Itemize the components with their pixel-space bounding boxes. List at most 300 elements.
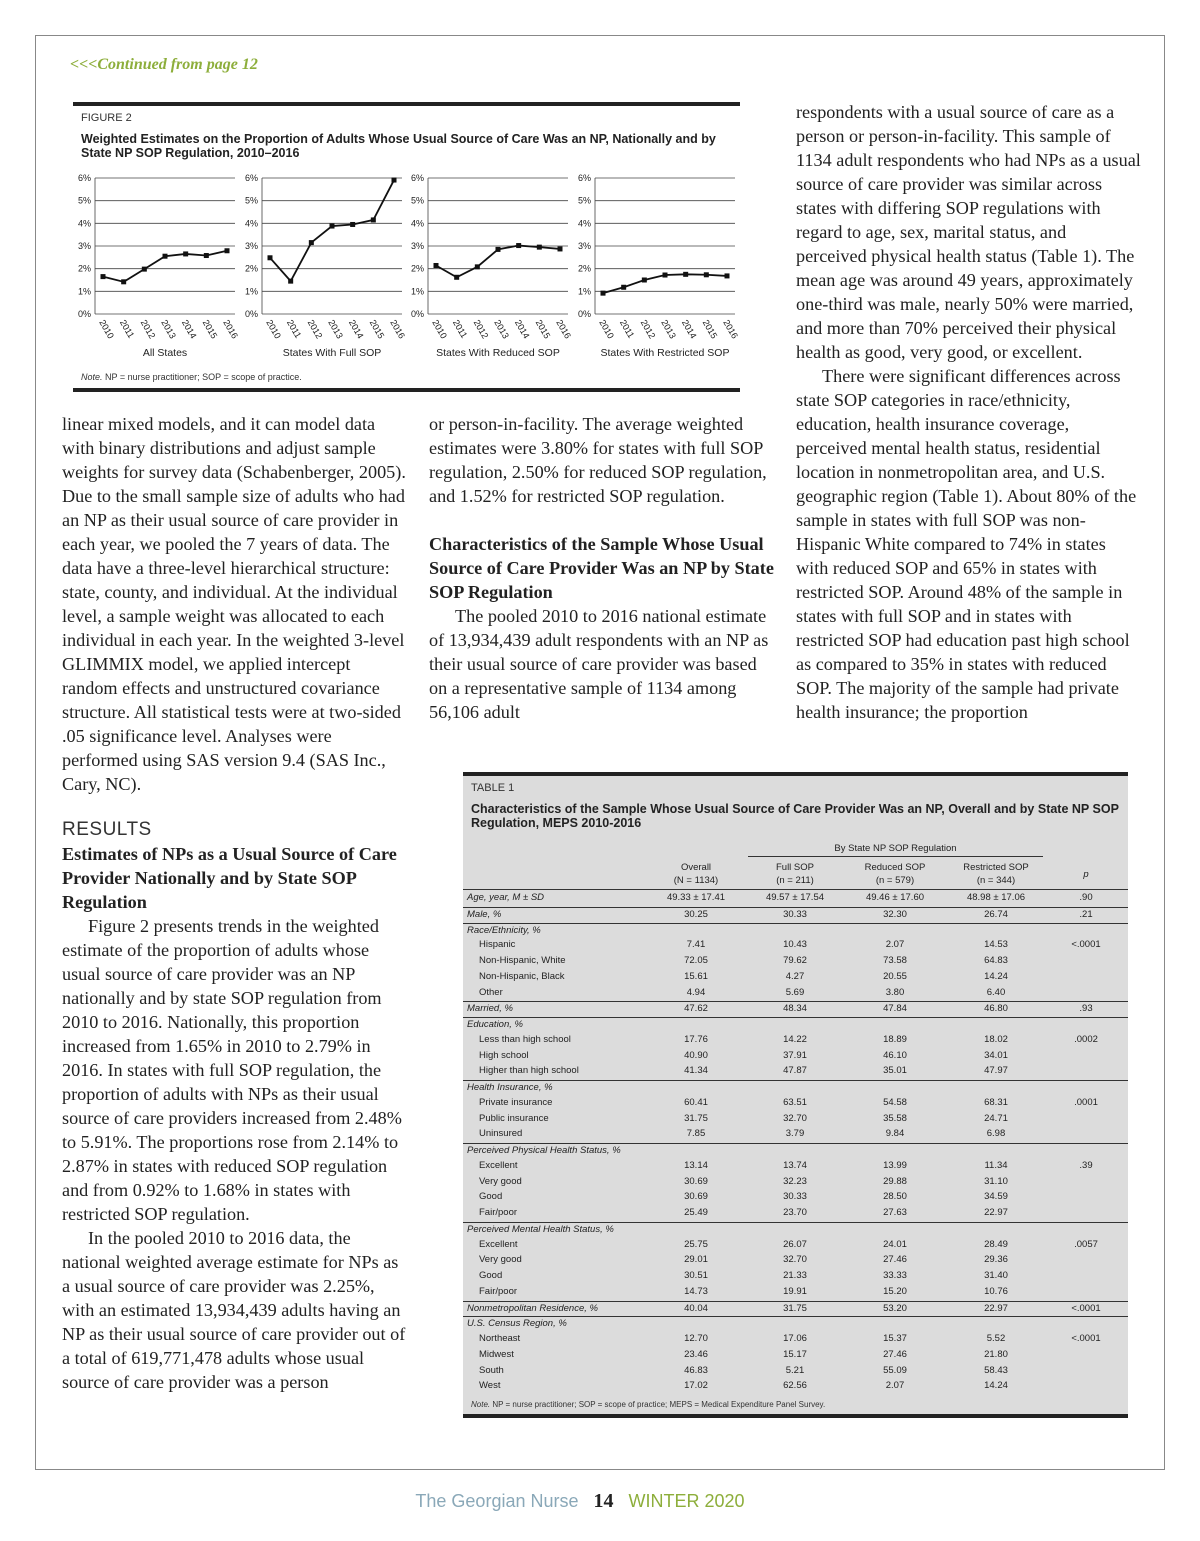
cell-restricted: 18.02: [984, 1033, 1008, 1045]
x-tick-label: 2015: [533, 318, 553, 341]
data-point: [704, 272, 709, 277]
table-note-text: NP = nurse practitioner; SOP = scope of practice; MEPS = Medical Expenditure Panel Survey.: [490, 1400, 826, 1409]
cell-full: 17.06: [783, 1333, 807, 1344]
y-tick-label: 2%: [577, 263, 591, 274]
y-tick-label: 5%: [577, 195, 591, 206]
cell-overall: 40.90: [684, 1049, 708, 1061]
row-label: Fair/poor: [479, 1207, 518, 1218]
panel-title: States With Restricted SOP: [600, 347, 730, 359]
cell-restricted: 47.97: [984, 1065, 1008, 1077]
table-row: [463, 907, 1128, 923]
table-row: [463, 1143, 1128, 1159]
cell-reduced: 29.88: [883, 1175, 907, 1187]
data-point: [516, 243, 521, 248]
row-label: U.S. Census Region, %: [467, 1318, 567, 1330]
cell-full: 5.69: [785, 986, 805, 998]
header-full: [750, 861, 840, 887]
row-label: Hispanic: [479, 939, 516, 951]
cell-restricted: 14.24: [984, 970, 1008, 982]
y-tick-label: 4%: [577, 218, 591, 229]
table-row: [463, 1127, 1128, 1143]
cell-overall: 47.62: [684, 1003, 708, 1015]
header-overall: [651, 861, 741, 887]
y-tick-label: 0%: [410, 309, 424, 319]
data-point: [330, 224, 335, 229]
table-row: [463, 1253, 1128, 1269]
row-label: West: [479, 1380, 501, 1392]
row-label: Public insurance: [479, 1112, 549, 1124]
x-tick-label: 2010: [430, 318, 449, 341]
x-tick-label: 2013: [659, 318, 678, 341]
row-label: Education, %: [467, 1019, 523, 1030]
row-label: Fair/poor: [479, 1285, 518, 1297]
cell-overall: 25.49: [684, 1207, 708, 1218]
cell-full: 14.22: [783, 1033, 807, 1045]
x-tick-label: 2010: [97, 318, 116, 341]
magazine-name: The Georgian Nurse: [415, 1491, 579, 1511]
y-tick-label: 1%: [77, 286, 91, 297]
cell-reduced: 27.46: [883, 1348, 907, 1360]
cell-overall: 7.85: [686, 1128, 706, 1140]
cell-full: 79.62: [783, 955, 807, 966]
cell-reduced: 27.63: [883, 1207, 907, 1218]
row-label: Midwest: [479, 1348, 514, 1360]
figure-note: [81, 372, 302, 382]
data-point: [350, 222, 355, 227]
header-restricted: [951, 861, 1041, 887]
col3-paragraph-2: There were significant differences across state SOP categories in race/ethnicity, education, health insurance coverage, perceived mental health status, residential location in nonmetropolitan area, and U.S. geographic region (Table 1). About 80% of the sample in states with full SOP was non-Hispanic White compared to 74% in states with reduced SOP and 65% in states with restricted SOP. Around 48% of the sample in states with full SOP and in states with restricted SOP had education past high school as compared to 35% in states with reduced SOP. The majority of the sample had private health insurance; the proportion: [796, 366, 1137, 722]
cell-full: 47.87: [783, 1065, 807, 1077]
table-title: Characteristics of the Sample Whose Usual Source of Care Provider Was an NP, Overall and by State NP SOP Regulation, MEPS 2010-2016: [471, 802, 1119, 830]
cell-restricted: 11.34: [984, 1159, 1008, 1171]
x-tick-label: 2011: [450, 318, 470, 340]
cell-restricted: 48.98 ± 17.06: [966, 892, 1026, 903]
x-tick-label: 2014: [179, 318, 199, 341]
cell-full: 32.23: [783, 1175, 807, 1187]
cell-overall: 4.94: [686, 986, 706, 998]
column-1: [62, 412, 407, 1394]
table-row: [463, 1332, 1128, 1348]
row-label: Very good: [479, 1254, 522, 1266]
cell-reduced: 9.84: [885, 1128, 905, 1140]
col3-paragraph-1: respondents with a usual source of care as a person or person-in-facility. This sample of 1134 adult respondents who had NPs as a usual source of care provider was similar across states with differing SOP regulations with regard to age, sex, marital status, and perceived physical health status (Table 1). The mean age was around 49 years, approximately one-third was male, nearly 50% were married, and more than 70% perceived their physical health as good, very good, or excellent.: [796, 102, 1141, 362]
x-tick-label: 2010: [597, 318, 616, 341]
cell-reduced: 55.09: [883, 1364, 907, 1376]
cell-full: 48.34: [783, 1003, 807, 1015]
table-body: [463, 891, 1128, 1395]
cell-restricted: 5.52: [986, 1333, 1006, 1344]
row-label: Private insurance: [479, 1096, 553, 1108]
row-label: Nonmetropolitan Residence, %: [467, 1302, 598, 1314]
y-tick-label: 1%: [410, 286, 424, 297]
figure-2: [73, 102, 740, 392]
cell-reduced: 32.30: [883, 908, 907, 920]
table-row: [463, 954, 1128, 970]
data-point: [225, 248, 230, 253]
cell-restricted: 10.76: [984, 1285, 1008, 1297]
y-tick-label: 4%: [410, 218, 424, 229]
cell-restricted: 6.40: [986, 986, 1006, 998]
data-point: [475, 264, 480, 269]
header-overall-n: (N = 1134): [673, 875, 719, 886]
y-tick-label: 3%: [244, 241, 258, 251]
cell-overall: 60.41: [684, 1096, 708, 1108]
data-point: [683, 272, 688, 277]
y-tick-label: 0%: [77, 309, 91, 319]
data-point: [725, 273, 730, 278]
cell-overall: 23.46: [684, 1348, 708, 1360]
table-row: [463, 1238, 1128, 1254]
data-point: [288, 279, 293, 284]
x-tick-label: 2012: [138, 318, 158, 341]
cell-reduced: 28.50: [883, 1191, 907, 1203]
data-point: [392, 178, 397, 183]
table-row: [463, 938, 1128, 954]
cell-reduced: 15.37: [883, 1333, 907, 1344]
header-reduced-label: Reduced SOP: [864, 862, 926, 873]
cell-overall: 7.41: [686, 939, 706, 951]
y-tick-label: 2%: [410, 263, 424, 274]
data-point: [183, 251, 188, 256]
cell-full: 30.33: [783, 1191, 807, 1203]
x-tick-label: 2012: [638, 318, 658, 341]
cell-reduced: 33.33: [883, 1270, 907, 1281]
cell-restricted: 24.71: [984, 1112, 1008, 1124]
table-label: TABLE 1: [471, 782, 515, 794]
cell-reduced: 2.07: [885, 1380, 905, 1392]
cell-reduced: 49.46 ± 17.60: [865, 892, 925, 903]
cell-restricted: 58.43: [984, 1364, 1008, 1376]
cell-overall: 30.25: [684, 908, 708, 920]
panel-title: All States: [142, 347, 188, 359]
table-row: [463, 923, 1128, 939]
cell-restricted: 21.80: [984, 1348, 1008, 1360]
cell-overall: 72.05: [684, 955, 708, 966]
table-group-header: By State NP SOP Regulation: [748, 843, 1043, 857]
table-row: [463, 1017, 1128, 1033]
data-point: [642, 278, 647, 283]
cell-reduced: 35.01: [883, 1065, 907, 1077]
table-note: [471, 1400, 825, 1409]
cell-p: <.0001: [1071, 1333, 1101, 1344]
cell-overall: 30.69: [684, 1175, 708, 1187]
col1-paragraph-3: In the pooled 2010 to 2016 data, the national weighted average estimate for NPs as a usual source of care provider was 2.25%, with an estimated 13,934,439 adults having an NP as their usual source of care provider out of a total of 619,771,478 adults whose usual source of care provider was a person: [62, 1228, 406, 1392]
x-tick-label: 2014: [512, 318, 532, 341]
y-tick-label: 3%: [410, 241, 424, 251]
table-row: [463, 1175, 1128, 1191]
x-tick-label: 2015: [200, 318, 220, 341]
panel-title: States With Full SOP: [282, 347, 382, 359]
figure-note-label: Note.: [81, 372, 103, 382]
table-row: [463, 1064, 1128, 1080]
cell-p: .0057: [1074, 1238, 1098, 1250]
cell-reduced: 53.20: [883, 1302, 907, 1314]
y-tick-label: 5%: [244, 195, 258, 206]
data-point: [101, 274, 106, 279]
cell-overall: 31.75: [684, 1112, 708, 1124]
cell-p: .93: [1079, 1003, 1093, 1015]
figure-label: FIGURE 2: [81, 112, 132, 124]
header-full-n: (n = 211): [776, 875, 814, 886]
y-tick-label: 6%: [244, 173, 258, 183]
row-label: Higher than high school: [479, 1065, 579, 1077]
cell-restricted: 26.74: [984, 908, 1008, 920]
cell-overall: 40.04: [684, 1302, 708, 1314]
data-point: [142, 267, 147, 272]
header-reduced: [850, 861, 940, 887]
data-point: [454, 275, 459, 280]
cell-full: 21.33: [783, 1270, 807, 1281]
cell-reduced: 2.07: [885, 939, 905, 951]
cell-restricted: 14.24: [984, 1380, 1008, 1392]
cell-full: 13.74: [783, 1159, 807, 1171]
cell-full: 19.91: [783, 1285, 807, 1297]
x-tick-label: 2015: [367, 318, 387, 341]
table-row: [463, 1364, 1128, 1380]
cell-restricted: 68.31: [984, 1096, 1008, 1108]
cell-overall: 13.14: [684, 1159, 708, 1171]
row-label: Perceived Physical Health Status, %: [467, 1145, 621, 1156]
cell-full: 31.75: [783, 1302, 807, 1314]
cell-restricted: 34.59: [984, 1191, 1008, 1203]
cell-reduced: 27.46: [883, 1254, 907, 1266]
y-tick-label: 6%: [77, 173, 91, 183]
results-subheading: Estimates of NPs as a Usual Source of Care Provider Nationally and by State SOP Regulation: [62, 844, 397, 912]
x-tick-label: 2013: [492, 318, 511, 341]
x-tick-label: 2010: [264, 318, 283, 341]
figure-note-text: NP = nurse practitioner; SOP = scope of practice.: [102, 372, 302, 382]
data-point: [558, 246, 563, 251]
table-row: [463, 1080, 1128, 1096]
cell-full: 32.70: [783, 1254, 807, 1266]
x-tick-label: 2016: [554, 318, 573, 341]
header-restricted-label: Restricted SOP: [963, 862, 1029, 873]
cell-full: 32.70: [783, 1112, 807, 1124]
table-header-rule: [463, 889, 1128, 890]
data-point: [163, 254, 168, 259]
cell-full: 10.43: [783, 939, 807, 951]
characteristics-subheading: Characteristics of the Sample Whose Usual Source of Care Provider Was an NP by State SOP Regulation: [429, 534, 774, 602]
y-tick-label: 6%: [577, 173, 591, 183]
cell-full: 49.57 ± 17.54: [765, 892, 825, 903]
row-label: Non-Hispanic, Black: [479, 970, 565, 982]
table-row: [463, 1033, 1128, 1049]
cell-full: 3.79: [785, 1128, 805, 1140]
table-row: [463, 1001, 1128, 1017]
table-row: [463, 1269, 1128, 1285]
table-row: [463, 970, 1128, 986]
cell-restricted: 28.49: [984, 1238, 1008, 1250]
table-1: [463, 772, 1128, 1418]
data-point: [309, 240, 314, 245]
x-tick-label: 2012: [471, 318, 491, 341]
cell-restricted: 22.97: [984, 1207, 1008, 1218]
cell-p: <.0001: [1071, 1302, 1101, 1314]
table-row: [463, 1206, 1128, 1222]
cell-overall: 14.73: [684, 1285, 708, 1297]
y-tick-label: 2%: [77, 263, 91, 274]
cell-p: .21: [1079, 908, 1093, 920]
table-row: [463, 1379, 1128, 1395]
cell-reduced: 54.58: [883, 1096, 907, 1108]
y-tick-label: 0%: [244, 309, 258, 319]
x-tick-label: 2016: [388, 318, 407, 341]
data-point: [496, 247, 501, 252]
cell-full: 30.33: [783, 908, 807, 920]
cell-overall: 12.70: [684, 1333, 708, 1344]
table-row: [463, 1222, 1128, 1238]
col2-paragraph-1: or person-in-facility. The average weighted estimates were 3.80% for states with full SOP regulation, 2.50% for reduced SOP regulation, and 1.52% for restricted SOP regulation.: [429, 414, 767, 506]
cell-full: 4.27: [785, 970, 805, 982]
table-row: [463, 1096, 1128, 1112]
figure-charts: [73, 168, 740, 368]
issue-label: WINTER 2020: [628, 1491, 745, 1511]
cell-p: .0002: [1074, 1033, 1098, 1045]
table-row: [463, 1159, 1128, 1175]
cell-reduced: 20.55: [883, 970, 907, 982]
row-label: Other: [479, 986, 503, 998]
cell-restricted: 31.40: [984, 1270, 1008, 1281]
x-tick-label: 2011: [284, 318, 304, 340]
y-tick-label: 0%: [577, 309, 591, 319]
x-tick-label: 2011: [617, 318, 637, 340]
cell-restricted: 6.98: [986, 1128, 1006, 1140]
y-tick-label: 1%: [577, 286, 591, 297]
table-row: [463, 986, 1128, 1002]
cell-full: 62.56: [783, 1380, 807, 1392]
y-tick-label: 5%: [77, 195, 91, 206]
cell-overall: 25.75: [684, 1238, 708, 1250]
figure-title: Weighted Estimates on the Proportion of Adults Whose Usual Source of Care Was an NP, Nationally and by State NP SOP Regulation, 2010–2016: [81, 132, 716, 160]
series-line: [270, 180, 394, 281]
x-tick-label: 2016: [721, 318, 740, 341]
y-tick-label: 4%: [244, 218, 258, 229]
x-tick-label: 2014: [679, 318, 699, 341]
y-tick-label: 3%: [77, 241, 91, 251]
cell-restricted: 64.83: [984, 955, 1008, 966]
cell-p: <.0001: [1071, 939, 1101, 951]
x-tick-label: 2013: [326, 318, 345, 341]
x-tick-label: 2012: [305, 318, 325, 341]
row-label: Less than high school: [479, 1033, 571, 1045]
y-tick-label: 4%: [77, 218, 91, 229]
table-row: [463, 1348, 1128, 1364]
table-row: [463, 1190, 1128, 1206]
data-point: [663, 273, 668, 278]
y-tick-label: 5%: [410, 195, 424, 206]
table-row: [463, 1316, 1128, 1332]
row-label: High school: [479, 1049, 529, 1061]
cell-restricted: 29.36: [984, 1254, 1008, 1266]
header-p-label: p: [1083, 869, 1089, 880]
cell-restricted: 14.53: [984, 939, 1008, 951]
results-heading: RESULTS: [62, 819, 152, 840]
header-reduced-n: (n = 579): [875, 875, 915, 886]
x-tick-label: 2014: [346, 318, 366, 341]
row-label: Non-Hispanic, White: [479, 955, 566, 966]
cell-reduced: 35.58: [883, 1112, 907, 1124]
data-point: [621, 285, 626, 290]
row-label: Northeast: [479, 1333, 521, 1344]
cell-reduced: 15.20: [883, 1285, 907, 1297]
cell-p: .90: [1079, 892, 1093, 903]
cell-overall: 49.33 ± 17.41: [666, 892, 726, 903]
cell-overall: 15.61: [684, 970, 708, 982]
cell-reduced: 3.80: [885, 986, 905, 998]
x-tick-label: 2015: [700, 318, 720, 341]
table-row: [463, 1112, 1128, 1128]
column-3: [796, 100, 1141, 724]
panel-title: States With Reduced SOP: [436, 347, 560, 359]
data-point: [268, 255, 273, 260]
table-row: [463, 1301, 1128, 1317]
cell-full: 15.17: [783, 1348, 807, 1360]
cell-reduced: 24.01: [883, 1238, 907, 1250]
page-footer: [0, 1490, 1160, 1513]
y-tick-label: 1%: [244, 286, 258, 297]
cell-restricted: 34.01: [984, 1049, 1008, 1061]
col2-paragraph-2: The pooled 2010 to 2016 national estimate of 13,934,439 adult respondents with an NP as their usual source of care provider was based on a representative sample of 1134 among 56,106 adult: [429, 606, 769, 722]
header-full-label: Full SOP: [775, 862, 814, 873]
cell-overall: 17.02: [684, 1380, 708, 1392]
data-point: [434, 263, 439, 268]
data-point: [121, 279, 126, 284]
cell-restricted: 46.80: [984, 1003, 1008, 1015]
data-point: [204, 253, 209, 258]
cell-overall: 29.01: [684, 1254, 708, 1266]
cell-full: 26.07: [783, 1238, 807, 1250]
column-2: [429, 412, 775, 724]
cell-overall: 30.51: [684, 1270, 708, 1281]
cell-overall: 17.76: [684, 1033, 708, 1045]
row-label: Excellent: [479, 1159, 518, 1171]
cell-reduced: 13.99: [883, 1159, 907, 1171]
row-label: Very good: [479, 1175, 522, 1187]
data-point: [537, 245, 542, 250]
cell-overall: 30.69: [684, 1191, 708, 1203]
row-label: Good: [479, 1270, 503, 1281]
row-label: Uninsured: [479, 1128, 523, 1140]
cell-p: .39: [1079, 1159, 1093, 1171]
row-label: Age, year, M ± SD: [467, 892, 545, 903]
cell-overall: 46.83: [684, 1364, 708, 1376]
cell-full: 23.70: [783, 1207, 807, 1218]
cell-full: 5.21: [785, 1364, 805, 1376]
cell-p: .0001: [1074, 1096, 1098, 1108]
continued-from: <<<Continued from page 12: [70, 56, 258, 73]
row-label: Perceived Mental Health Status, %: [467, 1223, 614, 1235]
cell-reduced: 18.89: [883, 1033, 907, 1045]
header-overall-label: Overall: [680, 862, 712, 873]
cell-reduced: 46.10: [883, 1049, 907, 1061]
table-note-label: Note.: [471, 1400, 491, 1409]
cell-reduced: 47.84: [883, 1003, 907, 1015]
x-tick-label: 2011: [117, 318, 137, 340]
y-tick-label: 3%: [577, 241, 591, 251]
row-label: Race/Ethnicity, %: [467, 924, 541, 936]
col1-paragraph-2: Figure 2 presents trends in the weighted estimate of the proportion of adults whose usual source of care provider was an NP nationally and by state SOP regulation from 2010 to 2016. Nationally, this proportion increased from 1.65% in 2010 to 2.79% in 2016. In states with full SOP regulation, the proportion of adults with NPs as their usual source of care providers increased from 2.48% to 5.91%. The proportions rose from 2.14% to 2.87% in states with reduced SOP regulation and from 0.92% to 1.68% in states with restricted SOP regulation.: [62, 916, 402, 1224]
cell-reduced: 73.58: [883, 955, 907, 966]
data-point: [601, 291, 606, 296]
x-tick-label: 2013: [159, 318, 178, 341]
col1-paragraph-1: linear mixed models, and it can model data with binary distributions and adjust sample weights for survey data (Schabenberger, 2005). Due to the small sample size of adults who had an NP as their usual source of care provider in each year, we pooled the 7 years of data. The data have a three-level hierarchical structure: state, county, and individual. At the individual level, a sample weight was allocated to each individual in each year. In the weighted 3-level GLIMMIX model, we applied intercept random effects and unstructured covariance structure. All statistical tests were at two-sided .05 significance level. Analyses were performed using SAS version 9.4 (SAS Inc., Cary, NC).: [62, 414, 406, 794]
header-restricted-n: (n = 344): [976, 875, 1016, 886]
cell-full: 37.91: [783, 1049, 807, 1061]
table-row: [463, 1049, 1128, 1065]
row-label: Male, %: [467, 908, 502, 920]
row-label: Excellent: [479, 1238, 518, 1250]
cell-restricted: 22.97: [984, 1302, 1008, 1314]
